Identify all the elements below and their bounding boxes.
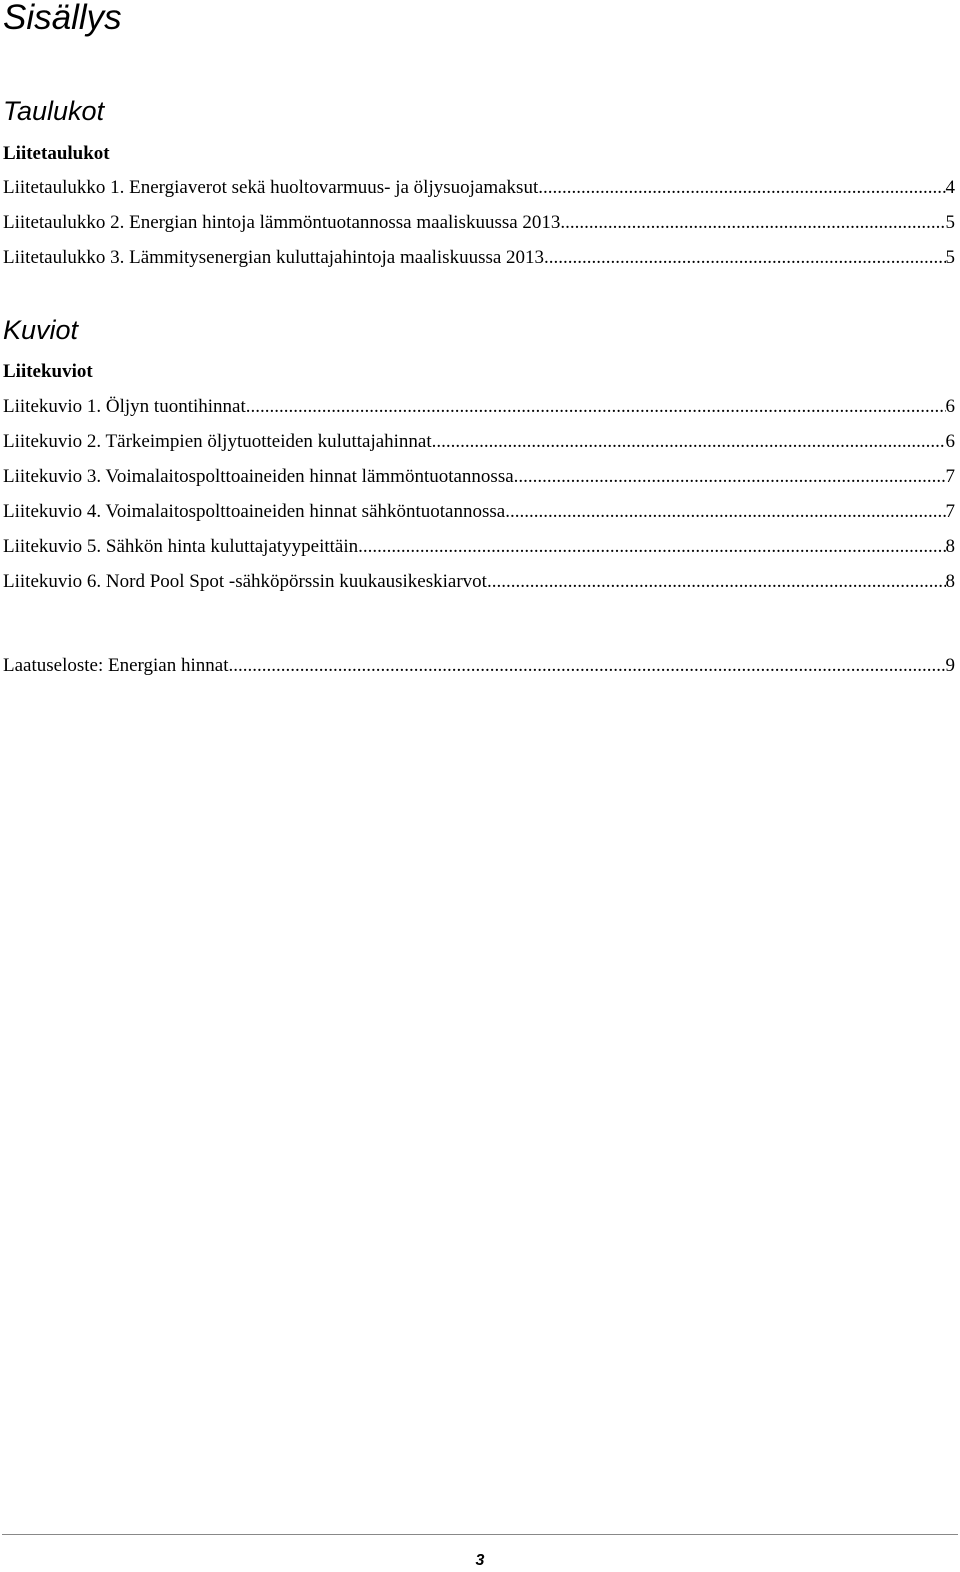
toc-entry-table-3[interactable]: [3, 246, 955, 270]
toc-entry-figure-5[interactable]: [3, 535, 955, 559]
toc-entry-text: Liitekuvio 3. Voimalaitospolttoaineiden hinnat lämmöntuotannossa: [3, 466, 514, 487]
toc-entry-text: Laatuseloste: Energian hinnat: [3, 655, 229, 676]
section-heading-tables: Taulukot: [3, 96, 105, 126]
toc-dot-leader: [565, 211, 945, 235]
toc-dot-leader: [432, 430, 946, 454]
toc-entry-quality-description[interactable]: [3, 654, 955, 678]
toc-entry-figure-3[interactable]: [3, 465, 955, 489]
page-title: Sisällys: [3, 0, 122, 37]
toc-dot-leader: [514, 465, 946, 489]
toc-entry-text: Liitetaulukko 3. Lämmitysenergian kuluttajahintoja maaliskuussa 2013.: [3, 247, 549, 268]
toc-entry-text: Liitetaulukko 1. Energiaverot sekä huoltovarmuus- ja öljysuojamaksut: [3, 177, 539, 198]
toc-dot-leader: [487, 570, 946, 594]
toc-page-number: 7: [945, 501, 955, 522]
toc-entry-text: Liitekuvio 1. Öljyn tuontihinnat: [3, 396, 246, 417]
toc-dot-leader: [228, 654, 945, 678]
toc-page-number: 5: [945, 212, 955, 233]
subsection-heading-appendix-figures: Liitekuviot: [3, 361, 93, 382]
footer-divider: [2, 1534, 958, 1535]
section-heading-figures: Kuviot: [3, 315, 79, 345]
toc-entry-text: Liitekuvio 6. Nord Pool Spot -sähköpörssin kuukausikeskiarvot: [3, 571, 487, 592]
toc-page-number: 5: [945, 247, 955, 268]
toc-entry-table-1[interactable]: [3, 176, 955, 200]
subsection-heading-appendix-tables: Liitetaulukot: [3, 143, 110, 164]
toc-dot-leader: [358, 535, 945, 559]
toc-page-number: 8: [945, 571, 955, 592]
toc-entry-text: Liitetaulukko 2. Energian hintoja lämmöntuotannossa maaliskuussa 2013.: [3, 212, 566, 233]
toc-page-number: 6: [945, 396, 955, 417]
toc-page-number: 9: [945, 655, 955, 676]
toc-page-number: 4: [945, 177, 955, 198]
toc-entry-table-2[interactable]: [3, 211, 955, 235]
toc-page-number: 6: [945, 431, 955, 452]
toc-entry-figure-1[interactable]: [3, 395, 955, 419]
toc-page-number: 7: [945, 466, 955, 487]
toc-dot-leader: [538, 176, 945, 200]
toc-entry-figure-2[interactable]: [3, 430, 955, 454]
toc-entry-text: Liitekuvio 5. Sähkön hinta kuluttajatyypeittäin: [3, 536, 359, 557]
toc-dot-leader: [549, 246, 946, 270]
toc-page-number: 8: [945, 536, 955, 557]
toc-dot-leader: [505, 500, 945, 524]
toc-entry-text: Liitekuvio 2. Tärkeimpien öljytuotteiden kuluttajahinnat: [3, 431, 432, 452]
toc-entry-figure-4[interactable]: [3, 500, 955, 524]
toc-entry-text: Liitekuvio 4. Voimalaitospolttoaineiden hinnat sähköntuotannossa: [3, 501, 506, 522]
toc-dot-leader: [246, 395, 946, 419]
toc-entry-figure-6[interactable]: [3, 570, 955, 594]
footer-page-number: 3: [475, 1552, 485, 1569]
